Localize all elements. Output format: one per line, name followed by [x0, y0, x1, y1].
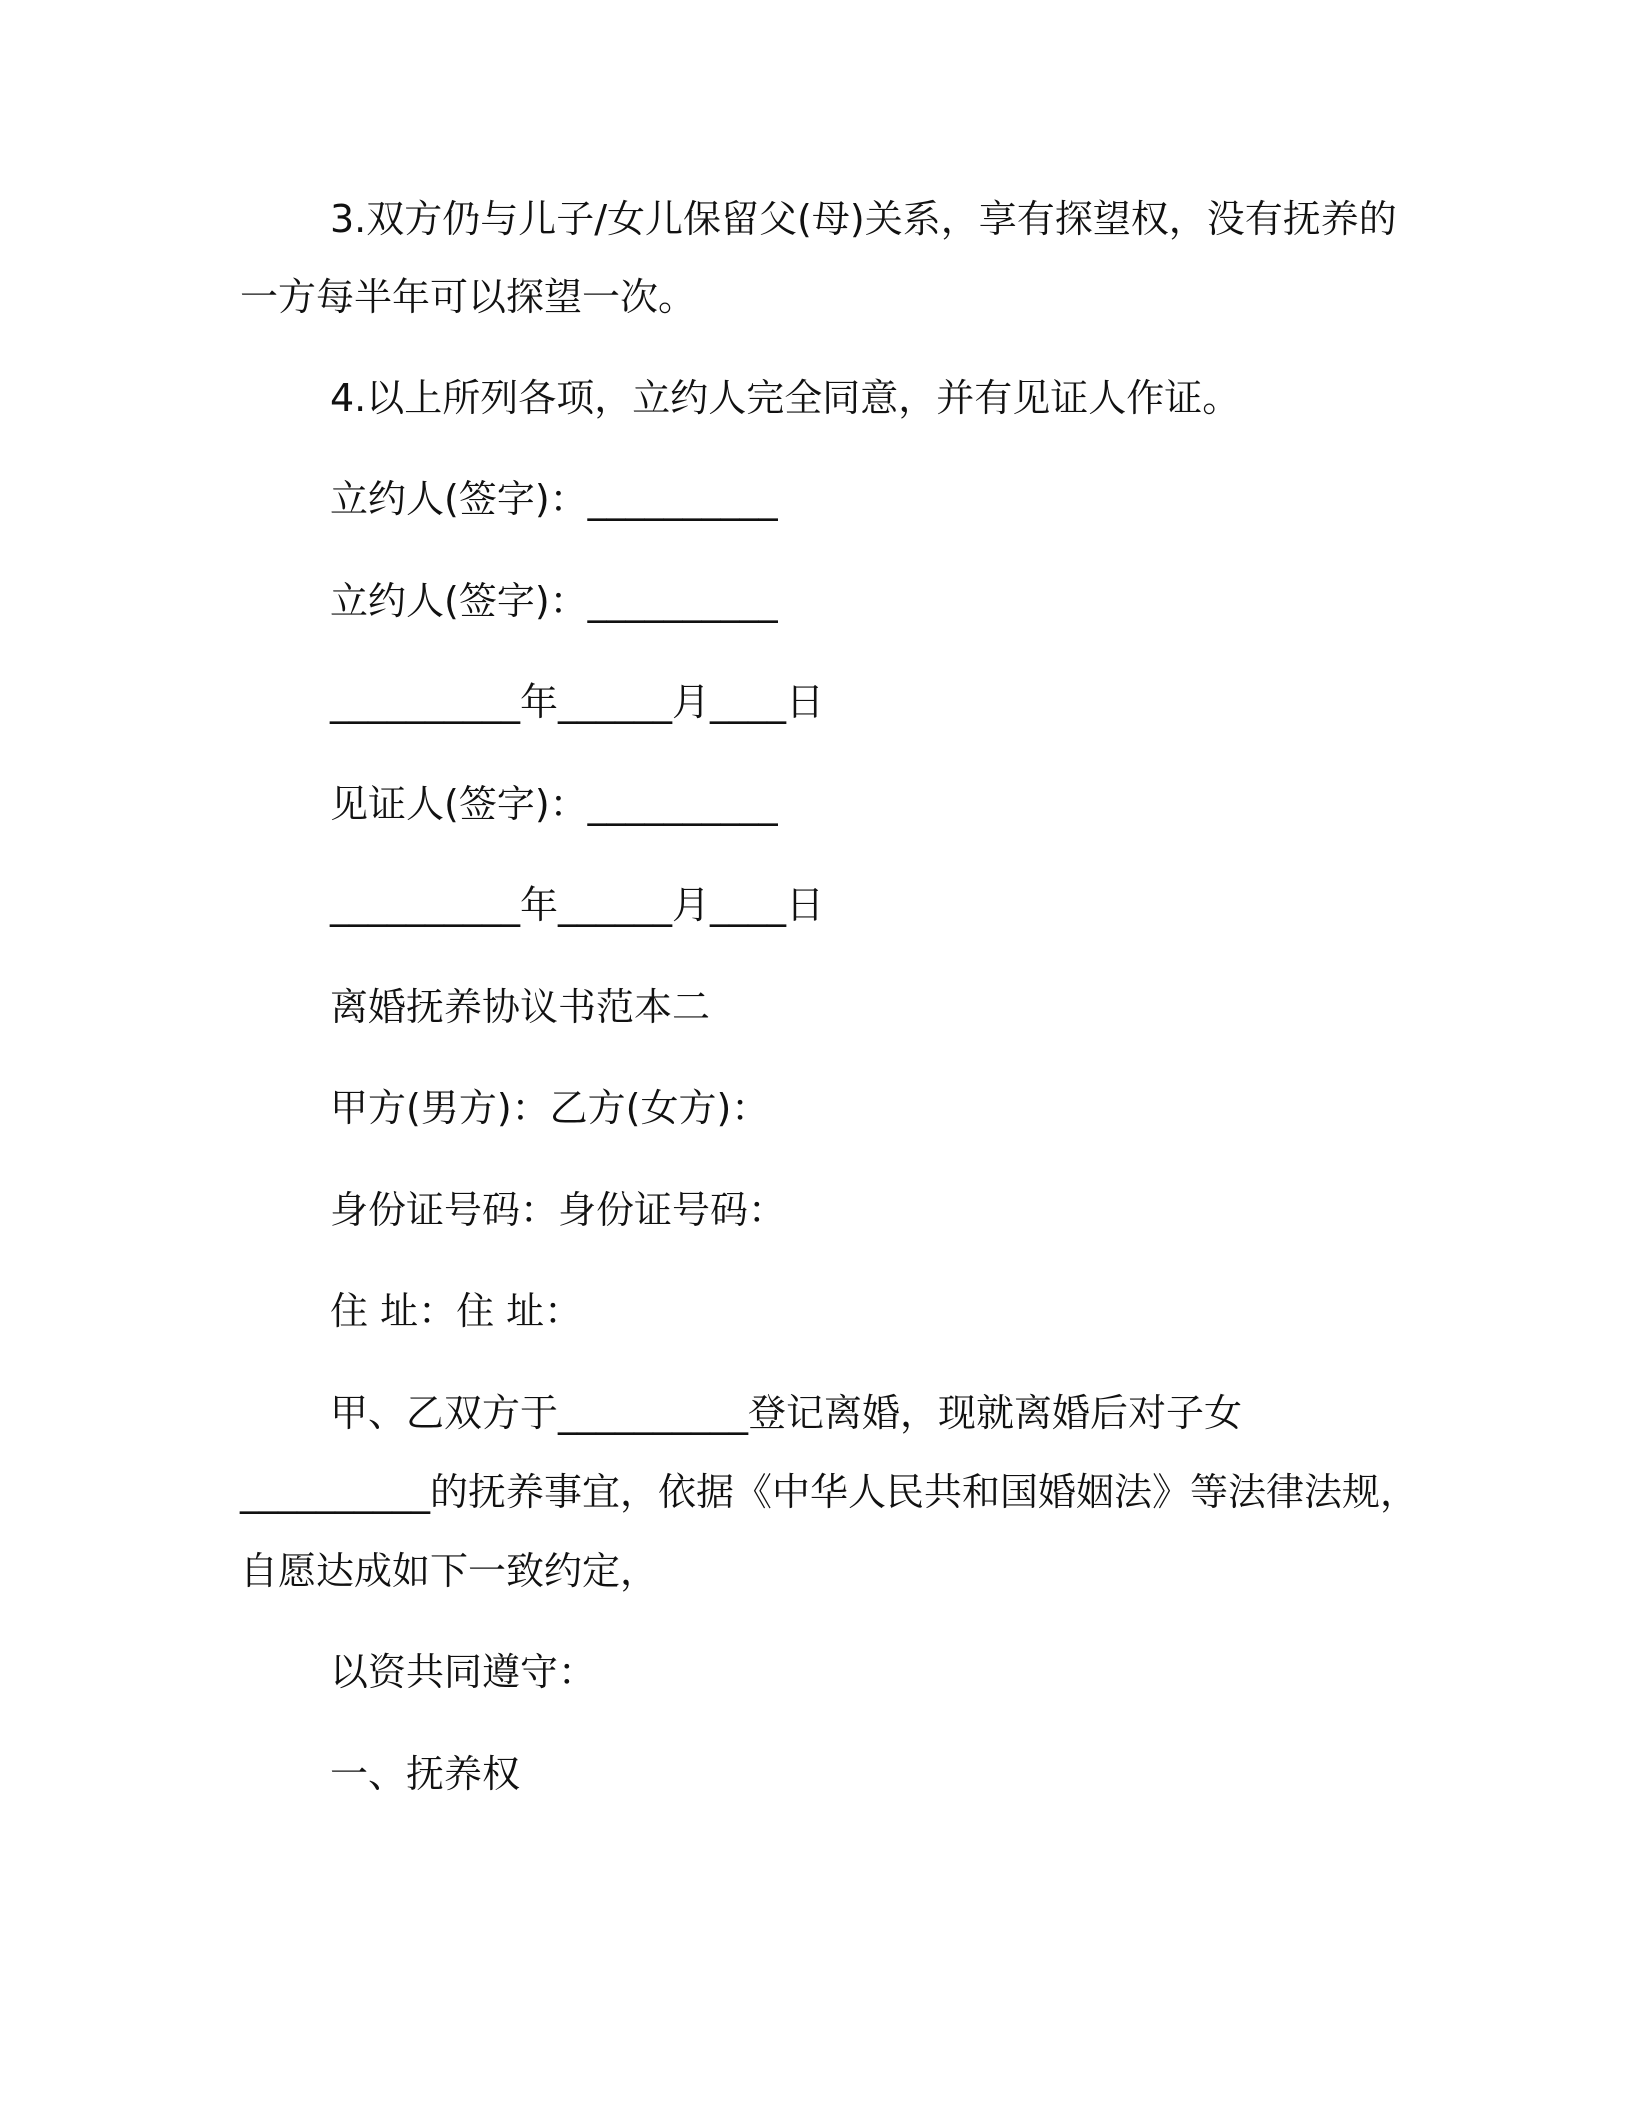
paragraph-visitation-line1: 3.双方仍与儿子/女儿保留父(母)关系，享有探望权，没有抚养的: [330, 197, 1397, 241]
date-line-1: __________年______月____日: [330, 680, 825, 724]
signature-line-party2: 立约人(签字)：__________: [330, 579, 778, 623]
signature-line-witness: 见证人(签字)：__________: [330, 782, 778, 826]
paragraph-agreement-consent: 4.以上所列各项，立约人完全同意，并有见证人作证。: [330, 376, 1241, 420]
date-line-2: __________年______月____日: [330, 883, 825, 927]
comply-line: 以资共同遵守：: [330, 1650, 597, 1694]
address-line: 住 址：住 址：: [330, 1289, 583, 1333]
signature-line-party1: 立约人(签字)：__________: [330, 477, 778, 521]
body-paragraph-line1: 甲、乙双方于__________登记离婚，现就离婚后对子女: [330, 1391, 1243, 1435]
parties-line: 甲方(男方)：乙方(女方)：: [330, 1086, 770, 1130]
id-number-line: 身份证号码：身份证号码：: [330, 1188, 787, 1232]
section-heading-custody: 一、抚养权: [330, 1752, 521, 1796]
section-title-template2: 离婚抚养协议书范本二: [330, 985, 711, 1029]
body-paragraph-line2: __________的抚养事宜，依据《中华人民共和国婚姻法》等法律法规，: [240, 1470, 1419, 1514]
paragraph-visitation-line2: 一方每半年可以探望一次。: [240, 275, 697, 319]
body-paragraph-line3: 自愿达成如下一致约定，: [240, 1549, 659, 1593]
